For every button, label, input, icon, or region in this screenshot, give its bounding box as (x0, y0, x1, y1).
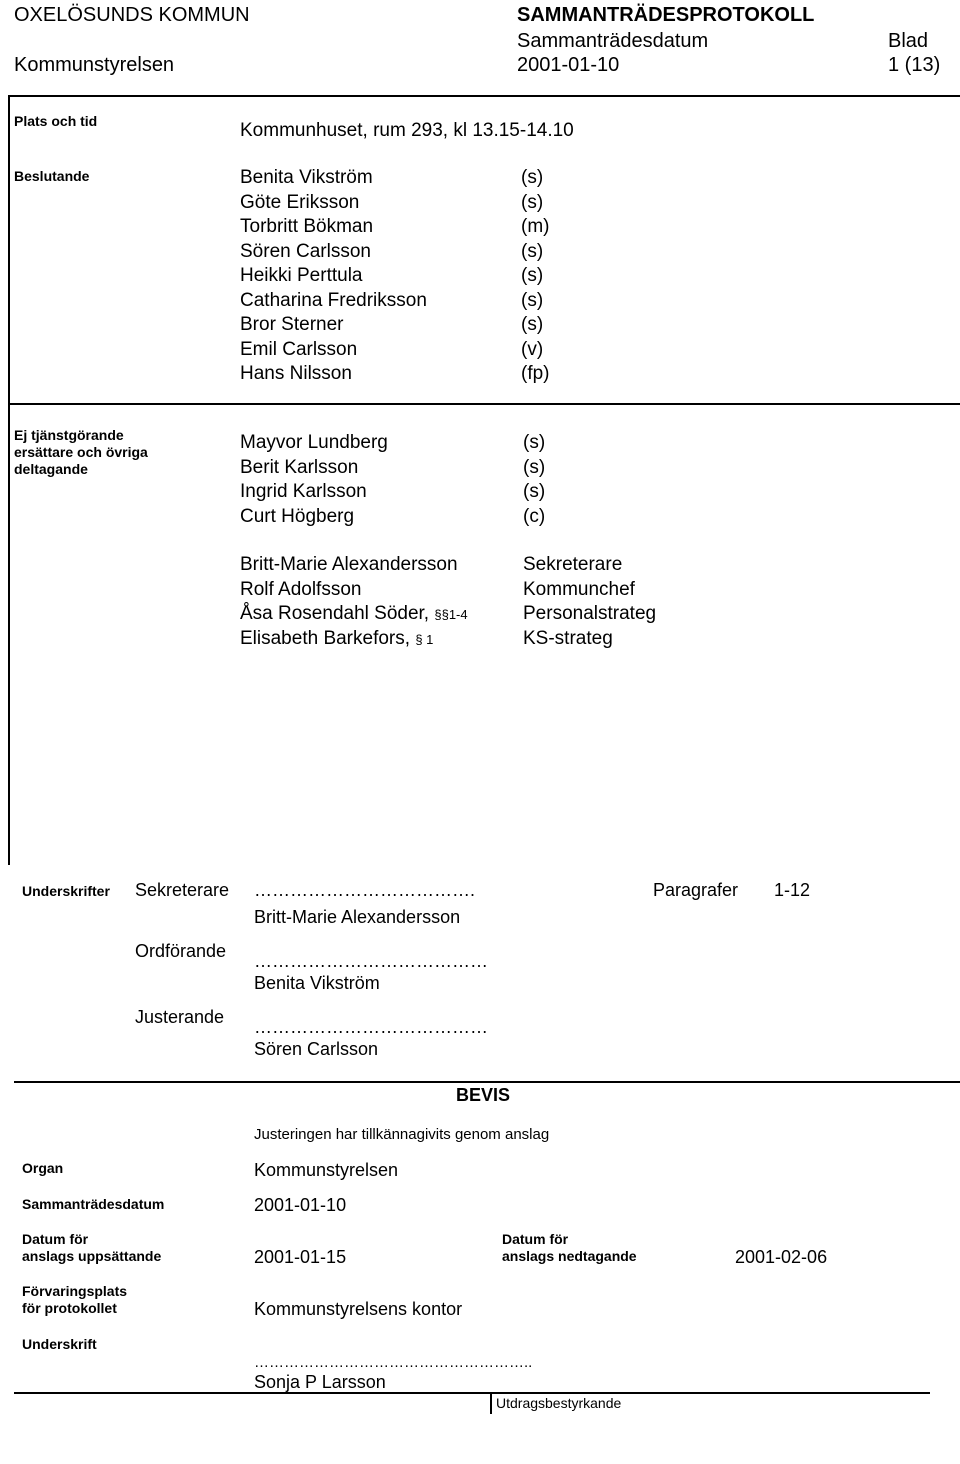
certificate-title: BEVIS (456, 1085, 511, 1105)
substitutes-list (240, 431, 660, 529)
substitute-row (240, 505, 660, 530)
bottom-rule-tick (490, 1392, 492, 1414)
member-party: (s) (521, 191, 544, 213)
box-top-border (8, 95, 960, 97)
member-party: (fp) (521, 363, 550, 384)
staff-name: Åsa Rosendahl Söder, (240, 603, 435, 624)
posted-date: 2001-01-15 (254, 1247, 347, 1267)
storage-value: Kommunstyrelsens kontor (254, 1299, 463, 1319)
member-party: (m) (521, 216, 550, 237)
member-name: Sören Carlsson (240, 240, 371, 262)
box-left-border (8, 95, 10, 865)
staff-row (240, 553, 700, 578)
staff-list (240, 553, 700, 651)
removed-label-line1: Datum för (502, 1231, 569, 1247)
date-label: Sammanträdesdatum (517, 30, 709, 52)
substitute-party: (c) (523, 505, 546, 527)
certifier-label: Utdragsbestyrkande (496, 1395, 622, 1411)
member-name: Göte Eriksson (240, 191, 360, 213)
bottom-rule (14, 1392, 930, 1394)
staff-role: Sekreterare (523, 554, 623, 575)
member-party: (s) (521, 265, 544, 286)
member-party: (v) (521, 338, 544, 360)
substitute-party: (s) (523, 432, 546, 453)
deciders-list (240, 166, 660, 387)
member-party: (s) (521, 314, 544, 335)
substitute-name: Mayvor Lundberg (240, 432, 388, 453)
others-label-line3: deltagande (14, 461, 88, 477)
substitute-row (240, 480, 660, 505)
secretary-name: Britt-Marie Alexandersson (254, 907, 461, 927)
substitute-name: Ingrid Karlsson (240, 481, 367, 502)
staff-role: Kommunchef (523, 578, 635, 600)
secretary-signature-line: ………………………………. (254, 880, 476, 900)
document-type: SAMMANTRÄDESPROTOKOLL (517, 4, 815, 26)
chair-label: Ordförande (135, 941, 227, 961)
adjuster-name: Sören Carlsson (254, 1039, 379, 1059)
posted-label-line2: anslags uppsättande (22, 1248, 162, 1264)
removed-date: 2001-02-06 (735, 1247, 828, 1267)
member-party: (s) (521, 289, 544, 311)
decider-row (240, 313, 660, 338)
signature-line: ……………………………………………….. (254, 1354, 533, 1371)
paragraphs-value: 1-12 (774, 880, 811, 900)
substitute-row (240, 431, 660, 456)
member-name: Emil Carlsson (240, 338, 358, 360)
staff-name: Britt-Marie Alexandersson (240, 554, 458, 575)
signatures-label: Underskrifter (22, 883, 110, 899)
certificate-intro: Justeringen har tillkännagivits genom anslag (254, 1126, 550, 1143)
member-party: (s) (521, 167, 544, 188)
organ-label: Organ (22, 1160, 64, 1176)
decider-row (240, 240, 660, 265)
certificate-divider (14, 1081, 960, 1083)
committee-name: Kommunstyrelsen (14, 54, 175, 76)
storage-label-line1: Förvaringsplats (22, 1283, 128, 1299)
adjuster-label: Justerande (135, 1007, 225, 1027)
others-label-line2: ersättare och övriga (14, 444, 148, 460)
substitute-name: Berit Karlsson (240, 456, 359, 478)
member-name: Catharina Fredriksson (240, 289, 427, 311)
staff-row (240, 627, 700, 652)
page-number: 1 (13) (888, 54, 941, 76)
page-label: Blad (888, 30, 929, 52)
staff-paragraphs: §§1-4 (434, 607, 468, 622)
substitute-name: Curt Högberg (240, 505, 355, 527)
decider-row (240, 338, 660, 363)
decider-row (240, 191, 660, 216)
member-name: Torbritt Bökman (240, 216, 374, 237)
member-name: Hans Nilsson (240, 363, 352, 384)
adjuster-signature-line: ………………………………… (254, 1017, 488, 1037)
decider-row (240, 166, 660, 191)
staff-name: Rolf Adolfsson (240, 578, 362, 600)
place-value: Kommunhuset, rum 293, kl 13.15-14.10 (240, 120, 574, 141)
substitute-party: (s) (523, 481, 546, 502)
decider-row (240, 362, 660, 387)
staff-paragraphs: § 1 (415, 631, 434, 647)
staff-row (240, 602, 700, 627)
paragraphs-label: Paragrafer (653, 880, 739, 900)
staff-role: Personalstrateg (523, 603, 657, 624)
municipality-name: OXELÖSUNDS KOMMUN (14, 4, 250, 26)
meeting-date-value: 2001-01-10 (254, 1195, 347, 1215)
decider-row (240, 264, 660, 289)
staff-role: KS-strateg (523, 627, 613, 649)
staff-row (240, 578, 700, 603)
deciders-label: Beslutande (14, 168, 90, 184)
secretary-label: Sekreterare (135, 880, 230, 900)
decider-row (240, 289, 660, 314)
others-label-line1: Ej tjänstgörande (14, 427, 124, 443)
meeting-date: 2001-01-10 (517, 54, 620, 76)
place-label: Plats och tid (14, 113, 98, 129)
substitute-party: (s) (523, 456, 546, 478)
removed-label-line2: anslags nedtagande (502, 1248, 637, 1264)
chair-signature-line: ………………………………… (254, 951, 488, 971)
signature-label: Underskrift (22, 1336, 97, 1352)
organ-value: Kommunstyrelsen (254, 1160, 399, 1180)
posted-label-line1: Datum för (22, 1231, 89, 1247)
member-name: Benita Vikström (240, 167, 373, 188)
signature-name: Sonja P Larsson (254, 1372, 386, 1392)
member-name: Heikki Perttula (240, 265, 363, 286)
substitute-row (240, 456, 660, 481)
member-name: Bror Sterner (240, 314, 344, 335)
member-party: (s) (521, 240, 544, 262)
storage-label-line2: för protokollet (22, 1300, 117, 1316)
meeting-date-label: Sammanträdesdatum (22, 1196, 165, 1212)
section-divider (8, 403, 960, 405)
staff-name: Elisabeth Barkefors, (240, 627, 416, 649)
chair-name: Benita Vikström (254, 973, 380, 993)
decider-row (240, 215, 660, 240)
